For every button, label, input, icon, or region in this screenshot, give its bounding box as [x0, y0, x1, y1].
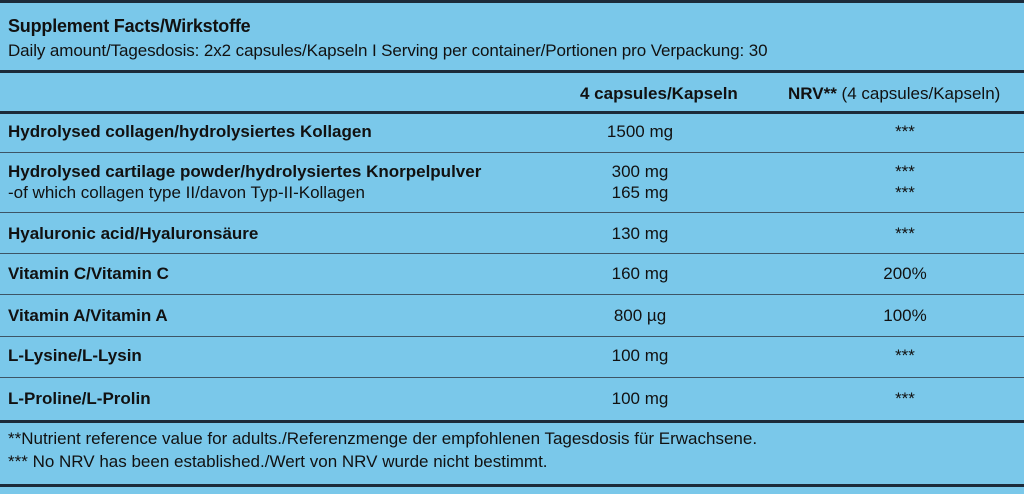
- ingredient-name: Hyaluronic acid/Hyaluronsäure: [8, 224, 259, 243]
- ingredient-name: Vitamin A/Vitamin A: [8, 306, 168, 325]
- ingredient-amount: 130 mg: [611, 224, 669, 243]
- footnote-rule: [0, 420, 1024, 423]
- ingredient-subname: -of which collagen type II/davon Typ-II-Kollagen: [8, 183, 365, 202]
- ingredient-nrv: ***: [895, 389, 915, 408]
- ingredient-amount: 100 mg: [611, 346, 669, 365]
- ingredient-amount: 800 µg: [613, 306, 667, 325]
- nrv-column-header-sub: (4 capsules/Kapseln): [836, 84, 1001, 103]
- nrv-column-header: [788, 84, 1000, 104]
- row-divider: [0, 212, 1024, 213]
- footnote-no-nrv: *** No NRV has been established./Wert von NRV wurde nicht bestimmt.: [8, 452, 548, 471]
- ingredient-amount: 100 mg: [611, 389, 669, 408]
- footnote-nrv: **Nutrient reference value for adults./Referenzmenge der empfohlenen Tagesdosis für Erwachsene.: [8, 429, 758, 448]
- ingredient-nrv: ***: [895, 162, 915, 181]
- ingredient-amount: 1500 mg: [606, 122, 674, 141]
- ingredient-name: Hydrolysed collagen/hydrolysiertes Kollagen: [8, 122, 372, 141]
- row-divider: [0, 377, 1024, 378]
- ingredient-subnrv: ***: [895, 183, 915, 202]
- ingredient-amount: 160 mg: [611, 264, 669, 283]
- ingredient-subamount: 165 mg: [611, 183, 669, 202]
- header-rule: [0, 70, 1024, 73]
- ingredient-name: Hydrolysed cartilage powder/hydrolysiertes Knorpelpulver: [8, 162, 482, 181]
- amount-column-header: 4 capsules/Kapseln: [580, 84, 738, 103]
- ingredient-amount: 300 mg: [611, 162, 669, 181]
- ingredient-name: L-Proline/L-Prolin: [8, 389, 151, 408]
- serving-info: Daily amount/Tagesdosis: 2x2 capsules/Kapseln I Serving per container/Portionen pro Verpackung: 30: [8, 41, 768, 60]
- column-header-rule: [0, 111, 1024, 114]
- row-divider: [0, 152, 1024, 153]
- ingredient-nrv: 200%: [883, 264, 927, 283]
- ingredient-name: Vitamin C/Vitamin C: [8, 264, 169, 283]
- ingredient-name: L-Lysine/L-Lysin: [8, 346, 142, 365]
- ingredient-nrv: ***: [895, 346, 915, 365]
- row-divider: [0, 253, 1024, 254]
- ingredient-nrv: 100%: [883, 306, 927, 325]
- nrv-column-header-label: NRV**: [788, 84, 837, 103]
- panel-title: Supplement Facts/Wirkstoffe: [8, 16, 251, 36]
- ingredient-nrv: ***: [895, 224, 915, 243]
- top-rule: [0, 0, 1024, 3]
- bottom-rule: [0, 484, 1024, 487]
- ingredient-nrv: ***: [895, 122, 915, 141]
- row-divider: [0, 294, 1024, 295]
- row-divider: [0, 336, 1024, 337]
